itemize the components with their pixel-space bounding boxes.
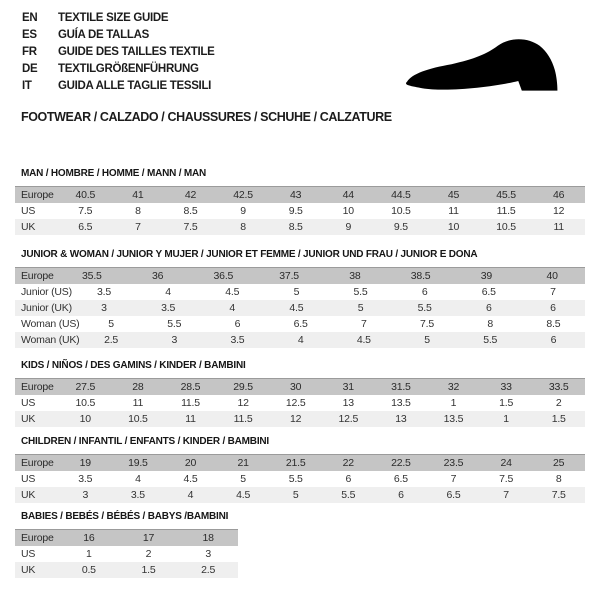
size-table-section <box>15 168 585 235</box>
size-value-cell: 3 <box>171 334 178 346</box>
size-value-cell: 3.5 <box>130 489 145 501</box>
language-label: GUIDE DES TAILLES TEXTILE <box>58 45 215 58</box>
language-code: IT <box>22 79 32 92</box>
row-label: Europe <box>21 457 54 469</box>
size-value-cell: 21 <box>237 457 249 469</box>
shoe-icon-svg <box>399 37 577 101</box>
size-table-section <box>15 511 585 578</box>
size-value-cell: 5.5 <box>167 318 182 330</box>
size-table <box>15 378 585 427</box>
size-value-cell: 1 <box>450 397 457 409</box>
row-label: US <box>21 548 36 560</box>
size-value-cell: 12.5 <box>338 413 359 425</box>
table-row <box>15 411 585 427</box>
size-value-cell: 13.5 <box>391 397 411 409</box>
language-code: EN <box>22 11 38 24</box>
size-value-cell: 23.5 <box>443 457 464 469</box>
size-value-cell: 31.5 <box>391 381 411 393</box>
size-value-cell: 3.5 <box>161 302 176 314</box>
size-value-cell: 4 <box>135 473 141 485</box>
row-label: Europe <box>21 270 54 282</box>
row-label: Woman (UK) <box>21 334 80 346</box>
language-label: GUÍA DE TALLAS <box>58 28 149 41</box>
size-value-cell: 4.5 <box>225 286 240 298</box>
row-label: Junior (UK) <box>21 302 72 314</box>
row-label: Europe <box>21 189 54 201</box>
size-value-cell: 5.5 <box>417 302 432 314</box>
size-table-title: MAN / HOMBRE / HOMME / MANN / MAN <box>21 168 207 179</box>
size-value-cell: 9.5 <box>393 221 408 233</box>
size-value-cell: 19 <box>79 457 91 469</box>
size-value-cell: 6 <box>345 473 352 485</box>
size-value-cell: 29.5 <box>233 381 253 393</box>
size-value-cell: 5.5 <box>353 286 368 298</box>
size-value-cell: 46 <box>553 189 565 201</box>
shoe-icon <box>399 37 577 101</box>
size-value-cell: 40.5 <box>75 189 96 201</box>
size-value-cell: 1.5 <box>551 413 566 425</box>
size-value-cell: 4.5 <box>289 302 304 314</box>
size-value-cell: 32 <box>447 381 460 393</box>
table-header-row <box>15 379 585 395</box>
size-value-cell: 6.5 <box>446 489 461 501</box>
size-value-cell: 3.5 <box>96 286 111 298</box>
size-value-cell: 6 <box>421 286 428 298</box>
size-value-cell: 7.5 <box>499 473 514 485</box>
size-value-cell: 45 <box>447 189 460 201</box>
size-value-cell: 43 <box>290 189 302 201</box>
size-value-cell: 8.5 <box>288 221 303 233</box>
table-header-row <box>15 455 585 471</box>
size-value-cell: 6.5 <box>393 473 408 485</box>
size-value-cell: 4 <box>229 302 236 314</box>
size-value-cell: 8 <box>240 221 246 233</box>
language-row-de <box>22 60 215 77</box>
size-value-cell: 1.5 <box>141 564 156 576</box>
size-value-cell: 28 <box>132 381 144 393</box>
size-value-cell: 35.5 <box>82 270 102 282</box>
size-value-cell: 3 <box>101 302 107 314</box>
size-table-title: BABIES / BEBÉS / BÉBÉS / BABYS /BAMBINI <box>21 511 229 522</box>
size-value-cell: 42 <box>184 189 197 201</box>
size-value-cell: 25 <box>553 457 565 469</box>
size-table-section <box>15 360 585 427</box>
size-value-cell: 11.5 <box>496 205 516 217</box>
language-row-fr <box>22 43 215 60</box>
table-row <box>15 487 585 503</box>
size-value-cell: 37.5 <box>279 270 299 282</box>
language-row-it <box>22 77 215 94</box>
size-value-cell: 8.5 <box>183 205 198 217</box>
size-value-cell: 33 <box>500 381 512 393</box>
size-value-cell: 5.5 <box>288 473 303 485</box>
size-value-cell: 2 <box>145 548 152 560</box>
size-value-cell: 9.5 <box>288 205 303 217</box>
size-value-cell: 42.5 <box>233 189 253 201</box>
size-table <box>15 454 585 503</box>
size-value-cell: 6 <box>234 318 241 330</box>
size-value-cell: 5 <box>108 318 114 330</box>
size-value-cell: 5 <box>293 286 300 298</box>
table-row <box>15 316 585 332</box>
size-value-cell: 13 <box>342 397 354 409</box>
size-value-cell: 4.5 <box>236 489 251 501</box>
size-value-cell: 13.5 <box>443 413 464 425</box>
size-value-cell: 44 <box>342 189 354 201</box>
size-value-cell: 7.5 <box>551 489 566 501</box>
size-value-cell: 4.5 <box>183 473 198 485</box>
row-label: US <box>21 397 36 409</box>
size-value-cell: 3 <box>205 548 211 560</box>
table-header-row <box>15 187 585 203</box>
category-title: FOOTWEAR / CALZADO / CHAUSSURES / SCHUHE / CALZATURE <box>21 110 392 124</box>
size-value-cell: 5.5 <box>483 334 498 346</box>
size-value-cell: 7.5 <box>183 221 198 233</box>
size-value-cell: 18 <box>202 532 214 544</box>
size-value-cell: 31 <box>342 381 354 393</box>
size-value-cell: 38 <box>349 270 361 282</box>
size-value-cell: 39 <box>480 270 493 282</box>
table-header-row <box>15 530 238 546</box>
table-row <box>15 546 238 562</box>
row-label: UK <box>21 489 36 501</box>
table-row <box>15 395 585 411</box>
row-label: UK <box>21 221 36 233</box>
size-table-section <box>15 249 585 348</box>
size-table <box>15 186 585 235</box>
size-value-cell: 17 <box>142 532 155 544</box>
size-table-title: CHILDREN / INFANTIL / ENFANTS / KINDER / BAMBINI <box>21 436 269 447</box>
size-value-cell: 8 <box>555 473 562 485</box>
row-label: UK <box>21 413 36 425</box>
size-value-cell: 38.5 <box>410 270 431 282</box>
language-row-es <box>22 26 215 43</box>
size-value-cell: 10.5 <box>496 221 516 233</box>
size-value-cell: 22 <box>342 457 354 469</box>
size-value-cell: 45.5 <box>496 189 516 201</box>
size-value-cell: 7 <box>135 221 141 233</box>
language-code: FR <box>22 45 37 58</box>
language-list <box>22 9 215 94</box>
size-value-cell: 7 <box>450 473 457 485</box>
size-value-cell: 10.5 <box>128 413 148 425</box>
table-row <box>15 562 238 578</box>
size-value-cell: 12 <box>290 413 302 425</box>
size-value-cell: 30 <box>290 381 302 393</box>
size-value-cell: 16 <box>83 532 95 544</box>
size-value-cell: 6.5 <box>481 286 496 298</box>
size-value-cell: 2 <box>555 397 562 409</box>
row-label: UK <box>21 564 36 576</box>
table-row <box>15 300 585 316</box>
size-value-cell: 19.5 <box>128 457 148 469</box>
size-value-cell: 5 <box>240 473 246 485</box>
language-label: TEXTILE SIZE GUIDE <box>58 11 169 24</box>
size-value-cell: 11 <box>185 413 196 425</box>
size-value-cell: 11.5 <box>233 413 253 425</box>
size-value-cell: 12 <box>553 205 565 217</box>
size-value-cell: 21.5 <box>285 457 306 469</box>
language-label: TEXTILGRÖßENFÜHRUNG <box>58 62 199 75</box>
language-row-en <box>22 9 215 26</box>
size-value-cell: 10.5 <box>75 397 96 409</box>
language-label: GUIDA ALLE TAGLIE TESSILI <box>58 79 212 92</box>
size-value-cell: 40 <box>546 270 558 282</box>
size-value-cell: 7 <box>550 286 556 298</box>
size-value-cell: 3.5 <box>78 473 93 485</box>
size-value-cell: 10 <box>79 413 91 425</box>
size-value-cell: 7 <box>503 489 509 501</box>
size-value-cell: 6.5 <box>293 318 308 330</box>
size-value-cell: 6 <box>485 302 492 314</box>
size-value-cell: 11 <box>132 397 144 409</box>
size-value-cell: 1 <box>503 413 509 425</box>
table-header-row <box>15 268 585 284</box>
size-value-cell: 11.5 <box>181 397 200 409</box>
table-row <box>15 284 585 300</box>
size-value-cell: 44.5 <box>391 189 411 201</box>
size-value-cell: 1.5 <box>499 397 514 409</box>
table-row <box>15 203 585 219</box>
size-value-cell: 3 <box>82 489 89 501</box>
size-value-cell: 12 <box>237 397 249 409</box>
size-value-cell: 2.5 <box>104 334 119 346</box>
size-value-cell: 7 <box>361 318 367 330</box>
language-code: DE <box>22 62 38 75</box>
size-value-cell: 6 <box>550 302 556 314</box>
size-value-cell: 6 <box>550 334 557 346</box>
size-value-cell: 36.5 <box>213 270 234 282</box>
size-value-cell: 5 <box>357 302 364 314</box>
size-value-cell: 6 <box>398 489 404 501</box>
size-value-cell: 41 <box>132 189 144 201</box>
size-value-cell: 5.5 <box>341 489 356 501</box>
row-label: Woman (US) <box>21 318 80 330</box>
size-value-cell: 4 <box>297 334 304 346</box>
row-label: Junior (US) <box>21 286 72 298</box>
size-value-cell: 8 <box>487 318 494 330</box>
size-value-cell: 7.5 <box>78 205 93 217</box>
size-value-cell: 28.5 <box>180 381 201 393</box>
size-value-cell: 9 <box>240 205 246 217</box>
size-value-cell: 1 <box>86 548 92 560</box>
size-value-cell: 22.5 <box>391 457 411 469</box>
size-value-cell: 5 <box>424 334 430 346</box>
size-value-cell: 11 <box>448 205 459 217</box>
size-table-title: JUNIOR & WOMAN / JUNIOR Y MUJER / JUNIOR ET FEMME / JUNIOR UND FRAU / JUNIOR E DONA <box>21 249 478 260</box>
size-value-cell: 3.5 <box>230 334 245 346</box>
size-table-section <box>15 436 585 503</box>
row-label: Europe <box>21 532 54 544</box>
size-table-title: KIDS / NIÑOS / DES GAMINS / KINDER / BAMBINI <box>21 360 246 371</box>
table-row <box>15 219 585 235</box>
row-label: US <box>21 205 36 217</box>
language-code: ES <box>22 28 37 41</box>
table-row <box>15 471 585 487</box>
size-value-cell: 2.5 <box>201 564 216 576</box>
size-value-cell: 8 <box>135 205 141 217</box>
size-value-cell: 7.5 <box>420 318 435 330</box>
size-value-cell: 36 <box>151 270 164 282</box>
size-table <box>15 529 238 578</box>
size-value-cell: 0.5 <box>81 564 96 576</box>
size-value-cell: 10 <box>342 205 354 217</box>
size-value-cell: 27.5 <box>75 381 96 393</box>
size-value-cell: 4 <box>187 489 194 501</box>
size-value-cell: 4 <box>165 286 171 298</box>
size-value-cell: 12.5 <box>285 397 306 409</box>
row-label: US <box>21 473 36 485</box>
size-value-cell: 8.5 <box>546 318 561 330</box>
row-label: Europe <box>21 381 54 393</box>
size-value-cell: 10.5 <box>391 205 411 217</box>
size-value-cell: 13 <box>395 413 407 425</box>
size-table <box>15 267 585 348</box>
size-value-cell: 10 <box>447 221 460 233</box>
size-value-cell: 9 <box>345 221 352 233</box>
size-value-cell: 20 <box>184 457 197 469</box>
size-value-cell: 6.5 <box>78 221 93 233</box>
table-row <box>15 332 585 348</box>
size-value-cell: 11 <box>553 221 564 233</box>
size-value-cell: 33.5 <box>548 381 569 393</box>
size-value-cell: 24 <box>500 457 512 469</box>
size-value-cell: 4.5 <box>356 334 371 346</box>
size-value-cell: 5 <box>292 489 299 501</box>
